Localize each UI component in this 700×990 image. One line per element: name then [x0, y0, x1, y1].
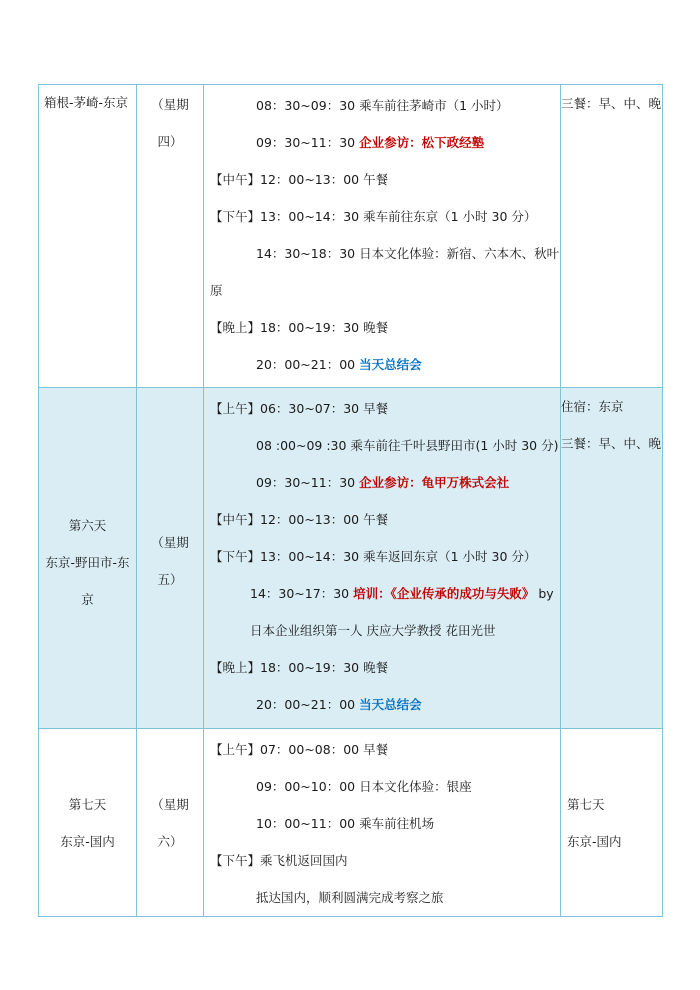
- schedule-line: 【上午】07：00~08：00 早餐: [210, 742, 389, 757]
- day-label: 第六天: [68, 517, 107, 533]
- day-row: [39, 85, 663, 388]
- highlight-blue: 当天总结会: [359, 357, 422, 372]
- route-cell: [39, 729, 137, 917]
- schedule-line: 09：30~11：30 企业参访：松下政经塾: [256, 135, 485, 150]
- day-row: [39, 388, 663, 729]
- schedule-cell: [204, 85, 561, 388]
- schedule-line: 【中午】12：00~13：00 午餐: [210, 172, 389, 187]
- weekday-line: 四）: [157, 134, 183, 149]
- notes-text: 三餐：早、中、晚: [561, 436, 662, 451]
- schedule-line: 14：30~17：30 培训：《企业传承的成功与失败》 by: [250, 586, 554, 601]
- notes-text: 东京-国内: [567, 833, 622, 849]
- highlight-red: 企业参访：松下政经塾: [359, 135, 485, 150]
- schedule-line: 【上午】06：30~07：30 早餐: [210, 401, 389, 416]
- notes-text: 第七天: [567, 796, 605, 812]
- day-label: 第七天: [68, 796, 107, 812]
- schedule-line: 【中午】12：00~13：00 午餐: [210, 512, 389, 527]
- route-cell: [39, 85, 137, 388]
- weekday-line: 五）: [157, 572, 183, 587]
- route-cell: [39, 388, 137, 729]
- route-text: 箱根-茅崎-东京: [44, 95, 129, 110]
- itinerary-table: [38, 84, 663, 917]
- schedule-line: 10：00~11：00 乘车前往机场: [256, 816, 435, 831]
- notes-cell: [561, 388, 663, 729]
- weekday-line: （星期: [151, 535, 189, 550]
- weekday-cell: [137, 729, 204, 917]
- schedule-line: 14：30~18：30 日本文化体验：新宿、六本木、秋叶: [256, 246, 560, 261]
- weekday-cell: [137, 85, 204, 388]
- route-text: 东京-国内: [60, 833, 115, 849]
- route-text: 京: [81, 591, 94, 607]
- highlight-red: 企业参访：龟甲万株式会社: [359, 475, 510, 490]
- schedule-cell: [204, 729, 561, 917]
- day-row: [39, 729, 663, 917]
- highlight-red: 培训：《企业传承的成功与失败》: [353, 586, 535, 601]
- schedule-line: 抵达国内，顺利圆满完成考察之旅: [256, 890, 444, 905]
- schedule-line: 原: [210, 283, 223, 298]
- schedule-line: 日本企业组织第一人 庆应大学教授 花田光世: [250, 623, 496, 638]
- weekday-line: 六）: [157, 833, 183, 849]
- schedule-line: 【下午】13：00~14：30 乘车返回东京（1 小时 30 分）: [210, 549, 537, 564]
- schedule-line: 09：00~10：00 日本文化体验：银座: [256, 779, 472, 794]
- notes-cell: [561, 729, 663, 917]
- schedule-line: 【下午】13：00~14：30 乘车前往东京（1 小时 30 分）: [210, 209, 537, 224]
- weekday-line: （星期: [151, 796, 189, 812]
- schedule-line: 20：00~21：00 当天总结会: [256, 697, 422, 712]
- weekday-cell: [137, 388, 204, 729]
- schedule-cell: [204, 388, 561, 729]
- route-text: 东京-野田市-东: [45, 554, 130, 570]
- schedule-line: 20：00~21：00 当天总结会: [256, 357, 422, 372]
- schedule-line: 08：30~09：30 乘车前往茅崎市（1 小时）: [256, 98, 509, 113]
- notes-text: 住宿：东京: [561, 399, 624, 414]
- schedule-line: 【晚上】18：00~19：30 晚餐: [210, 660, 389, 675]
- schedule-line: 【下午】乘飞机返回国内: [210, 853, 348, 868]
- weekday-line: （星期: [151, 97, 189, 112]
- notes-cell: [561, 85, 663, 388]
- schedule-line: 09：30~11：30 企业参访：龟甲万株式会社: [256, 475, 510, 490]
- schedule-line: 08 :00~09 :30 乘车前往千叶县野田市(1 小时 30 分): [256, 438, 559, 453]
- schedule-line: 【晚上】18：00~19：30 晚餐: [210, 320, 389, 335]
- highlight-blue: 当天总结会: [359, 697, 422, 712]
- notes-text: 三餐：早、中、晚: [561, 96, 662, 111]
